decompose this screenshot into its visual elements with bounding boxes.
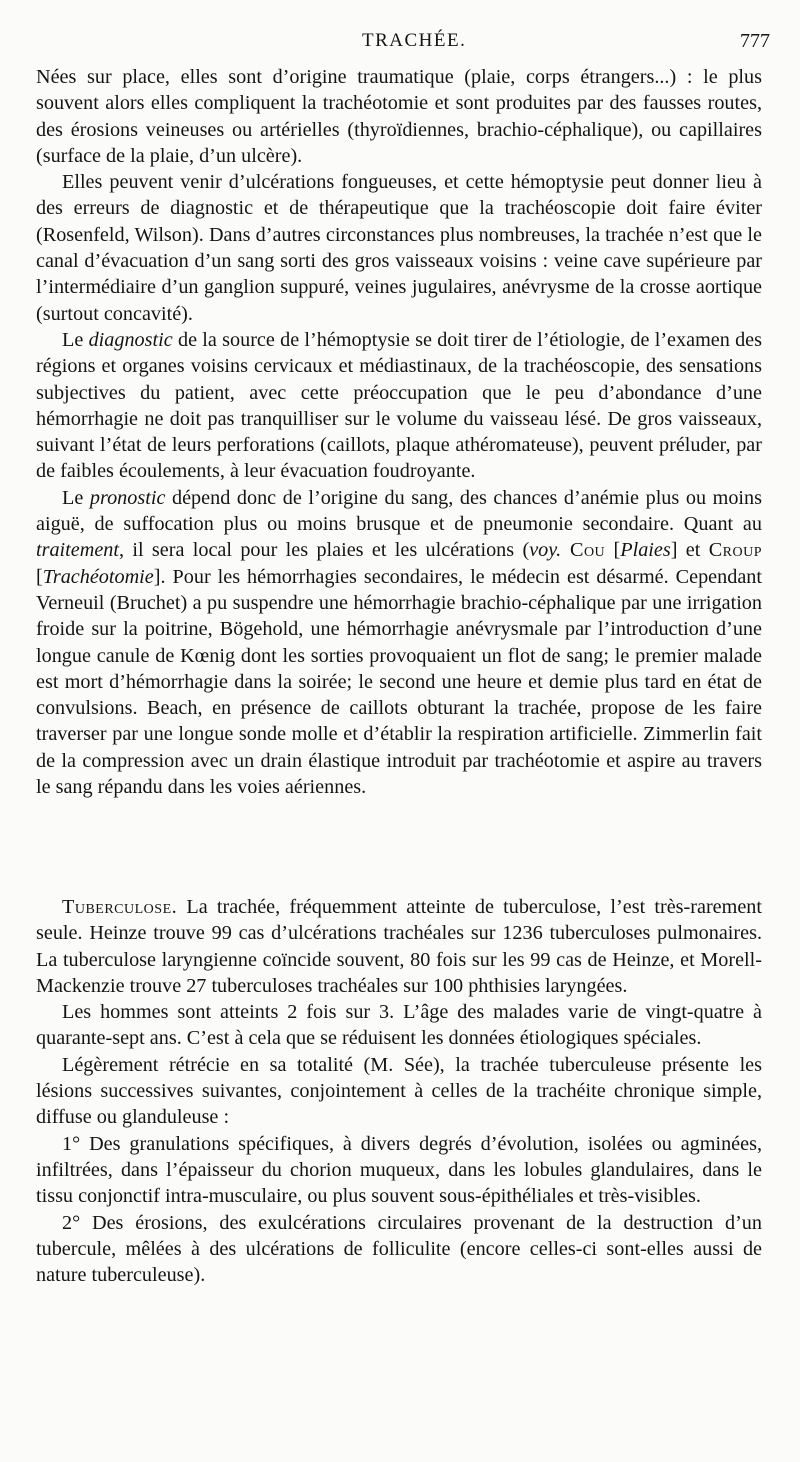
text-run: [ xyxy=(605,539,621,562)
text-run: Le xyxy=(62,328,89,351)
term-traitement: traitement xyxy=(36,539,119,562)
list-item-erosions: 2° Des érosions, des exulcérations circulaires provenant de la destruction d’un tubercule, mêlées à des ulcérations de folliculite (encore celles-ci sont-elles aussi de nature tuberculeuse). xyxy=(36,1211,762,1287)
section-heading-tuberculose: Tuberculose. xyxy=(62,896,178,918)
paragraph-diagnostic xyxy=(36,327,762,485)
cross-ref-tracheotomie: Trachéotomie xyxy=(42,565,154,588)
hemorrhage-section xyxy=(36,64,762,800)
running-title: TRACHÉE. xyxy=(362,30,467,51)
text-run: La trachée, fréquemment atteinte de tuberculose, l’est très-rarement seule. Heinze trouve 99 cas d’ulcérations trachéales sur 1236 tuberculoses pulmonaires. La tuberculose laryngienne coïncide souvent, 80 fois sur les 99 cas de Heinze, et Morell-Mackenzie trouve 27 tuberculoses trachéales sur 100 phthisies laryngées. xyxy=(36,896,762,997)
page-header xyxy=(0,30,800,56)
tuberculose-section xyxy=(36,894,762,1288)
text-run: ] xyxy=(153,565,161,588)
cross-ref-voy: voy. xyxy=(529,539,562,562)
paragraph: Légèrement rétrécie en sa totalité (M. Sée), la trachée tuberculeuse présente les lésions successives suivantes, conjointement à celles de la trachéite chronique simple, diffuse ou glanduleuse : xyxy=(36,1053,762,1129)
paragraph-pronostic xyxy=(36,485,762,801)
cross-ref-cou: Cou xyxy=(561,539,606,562)
page-number: 777 xyxy=(740,30,770,52)
cross-ref-croup: Croup xyxy=(708,539,763,562)
term-pronostic: pronostic xyxy=(89,486,166,509)
cross-ref-plaies: Plaies xyxy=(620,539,671,562)
text-run: dépend donc de l’origine du sang, des chances d’anémie plus ou moins aiguë, de suffocation plus ou moins brusque et de pneumonie secondaire. Quant au xyxy=(36,486,762,536)
paragraph: Les hommes sont atteints 2 fois sur 3. L’âge des malades varie de vingt-quatre à quarante-sept ans. C’est à cela que se réduisent les données étiologiques spéciales. xyxy=(36,1001,762,1050)
text-run: Le xyxy=(62,486,90,509)
text-run: de la source de l’hémoptysie se doit tirer de l’étiologie, de l’examen des régions et organes voisins cervicaux et médiastinaux, de la trachéoscopie, des sensations subjectives du patient, avec cette préoccupation que le peu d’abondance d’une hémorrhagie ne doit pas tranquilliser sur le volume du vaisseau lésé. De gros vaisseaux, suivant l’état de leurs perforations (caillots, plaque athéromateuse), peuvent préluder, par de faibles écoulements, à leur évacuation foudroyante. xyxy=(36,328,763,483)
paragraph-tuberculose xyxy=(36,894,762,999)
term-diagnostic: diagnostic xyxy=(88,328,173,351)
list-item-granulations: 1° Des granulations spécifiques, à divers degrés d’évolution, isolées ou agminées, infiltrées, dans l’épaisseur du chorion muqueux, dans les lobules glandulaires, dans le tissu conjonctif intra-musculaire, ou plus souvent sous-épithéliales et très-visibles. xyxy=(36,1132,762,1208)
paragraph: Elles peuvent venir d’ulcérations fongueuses, et cette hémoptysie peut donner lieu à des erreurs de diagnostic et de thérapeutique que la trachéoscopie doit faire éviter (Rosenfeld, Wilson). Dans d’autres circonstances plus nombreuses, la trachée n’est que le canal d’évacuation d’un sang sorti des gros vaisseaux voisins : veine cave supérieure par l’intermédiaire d’un ganglion suppuré, veines jugulaires, anévrysme de la crosse aortique (surtout concavité). xyxy=(36,171,762,325)
text-run: , il sera local pour les plaies et les ulcérations ( xyxy=(118,539,530,562)
paragraph: Nées sur place, elles sont d’origine traumatique (plaie, corps étrangers...) : le plus souvent alors elles compliquent la trachéotomie et sont produites par des fausses routes, des érosions veineuses ou artérielles (thyroïdiennes, brachio-céphalique), ou capillaires (surface de la plaie, d’un ulcère). xyxy=(36,66,762,167)
text-run: ] et xyxy=(670,539,709,562)
text-run: . Pour les hémorrhagies secondaires, le médecin est désarmé. Cependant Verneuil (Bruchet) a pu suspendre une hémorrhagie brachio-céphalique par une irrigation froide sur la poitrine, Bögehold, une hémorrhagie anévrysmale par l’introduction d’une longue canule de Kœnig dont les sorties provoquaient un flot de sang; le premier malade est mort d’hémorrhagie dans la soirée; le second une heure et demie plus tard en état de convulsions. Beach, en présence de caillots obturant la trachée, propose de les faire traverser par une longue sonde molle et d’établir la respiration artificielle. Zimmerlin fait de la compression avec un drain élastique introduit par trachéotomie et aspire au travers le sang répandu dans les voies aériennes. xyxy=(36,565,762,799)
text-run: [ xyxy=(36,565,43,588)
